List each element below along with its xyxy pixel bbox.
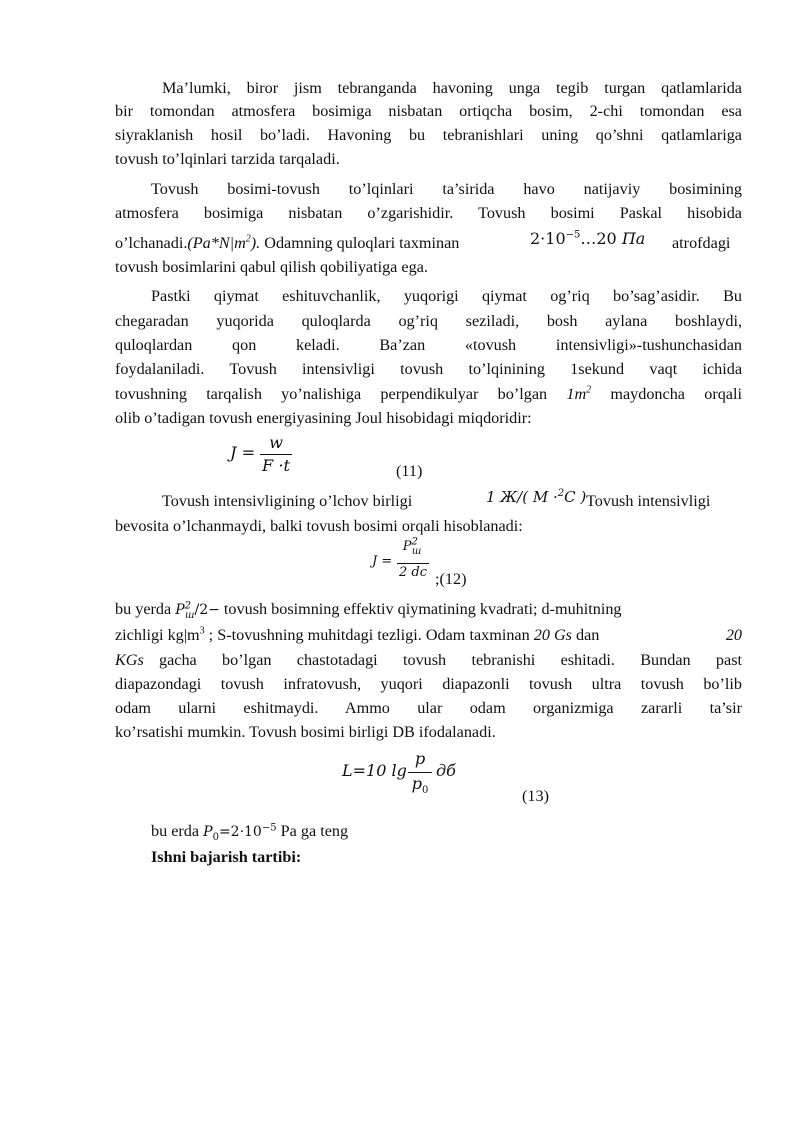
formula11-fraction-bar xyxy=(260,454,292,455)
para5-line4: diapazondagi tovush infratovush, yuqori diapazonli tovush ultra tovush bo’lib xyxy=(115,675,742,693)
para4-line1-end: Tovush intensivligi xyxy=(586,492,711,510)
para2-line2: atmosfera bosimiga nisbatan o’zgarishidir. Tovush bosimi Paskal hisobida xyxy=(115,204,742,222)
para3-line1: Pastki qiymat eshituvchanlik, yuqorigi qiymat og’riq bo’sag’asidir. Bu xyxy=(151,287,742,305)
para3-line5: tovushning tarqalish yo’nalishiga perpendikulyar bo’lgan $1m^2$ maydoncha orqali xyxy=(115,384,742,403)
formula11-denominator: F ·t xyxy=(261,456,291,475)
para1-line4: tovush to’lqinlari tarzida tarqaladi. xyxy=(115,150,340,168)
formula12-fraction-bar xyxy=(397,563,429,564)
para2-line4: tovush bosimlarini qabul qilish qobiliyatiga ega. xyxy=(115,258,428,276)
para5-line1: bu yerda $P^2_ш/2-$ tovush bosimning effektiv qiymatining kvadrati; d-muhitning xyxy=(115,600,622,621)
reference-pressure: $P_0=2\cdot 10^{-5}$ xyxy=(203,822,277,843)
pressure-range: $2\cdot 10^{-5}\dots 20$ Па xyxy=(530,229,646,248)
para2-line3-end: atrofdagi xyxy=(672,234,731,252)
formula12-label: ;(12) xyxy=(435,570,467,588)
formula13-denominator: $p_0$ xyxy=(411,774,429,797)
pressure-unit: $(Pa*N|m^2)$. xyxy=(187,233,261,252)
para3-line4: foydalaniladi. Tovush intensivligi tovush to’lqinining 1sekund vaqt ichida xyxy=(115,360,742,378)
formula13-label: (13) xyxy=(522,787,549,805)
para2-line1: Tovush bosimi-tovush to’lqinlari ta’sirida havo natijaviy bosimining xyxy=(151,180,742,198)
formula13-fraction-bar xyxy=(408,772,432,773)
para1-line3: siyraklanish hosil bo’ladi. Havoning bu tebranishlari uning qo’shni qatlamlariga xyxy=(115,126,742,144)
para1-line2: bir tomondan atmosfera bosimiga nisbatan ortiqcha bosim, 2-chi tomondan esa xyxy=(115,102,742,120)
para2-line3: $o’lchanadi.(Pa*N|m^2)$. Odamning quloqlari taxminan xyxy=(115,233,460,252)
para6-line1: bu erda $P_0=2\cdot 10^{-5}$ Pa ga teng xyxy=(151,822,349,843)
formula11-lhs: J = xyxy=(230,443,256,462)
formula12-denominator: 2 dc xyxy=(398,565,427,580)
section-heading: Ishni bajarish tartibi: xyxy=(151,848,302,866)
intensity-unit: 1 Ж/( М ·$^2$С ) xyxy=(486,488,587,506)
para1-line1: Ma’lumki, biror jism tebranganda havoning unga tegib turgan qatlamlarida xyxy=(162,79,742,97)
para3-line2: chegaradan yuqorida quloqlarda og’riq seziladi, bosh aylana boshlaydi, xyxy=(115,312,742,330)
para3-line3: quloqlardan qon keladi. Ba’zan «tovush intensivligi»-tushunchasidan xyxy=(115,336,742,354)
formula12-lhs: J = xyxy=(372,554,393,569)
formula13-numerator: p xyxy=(414,749,426,768)
formula11-numerator: w xyxy=(269,433,283,452)
formula13-lhs: L=10 lg xyxy=(342,761,407,780)
formula13-unit: дб xyxy=(436,761,456,780)
para3-line6: olib o’tadigan tovush energiyasining Joul hisobidagi miqdoridir: xyxy=(115,409,532,427)
para4-line1: Tovush intensivligining o’lchov birligi xyxy=(162,492,413,510)
para5-line2: zichligi $kg|m^3$ ; S-tovushning muhitdagi tezligi. Odam taxminan 20 Gs dan 20 xyxy=(115,625,742,644)
para5-line5: odam ularni eshitmaydi. Ammo ular odam organizmiga zararli ta’sir xyxy=(115,699,742,717)
effective-pressure-symbol: $P^2_ш/2-$ xyxy=(175,600,220,621)
para5-line6: ko’rsatishi mumkin. Tovush bosimi birligi DB ifodalanadi. xyxy=(115,723,496,741)
para5-line3: KGs gacha bo’lgan chastotadagi tovush tebranishi eshitadi. Bundan past xyxy=(115,651,742,669)
area-unit: $1m^2$ xyxy=(566,384,592,403)
para4-line2: bevosita o’lchanmaydi, balki tovush bosimi orqali hisoblanadi: xyxy=(115,517,523,535)
formula12-numerator: $P^2_ш$ xyxy=(402,536,422,557)
formula11-label: (11) xyxy=(396,462,423,480)
